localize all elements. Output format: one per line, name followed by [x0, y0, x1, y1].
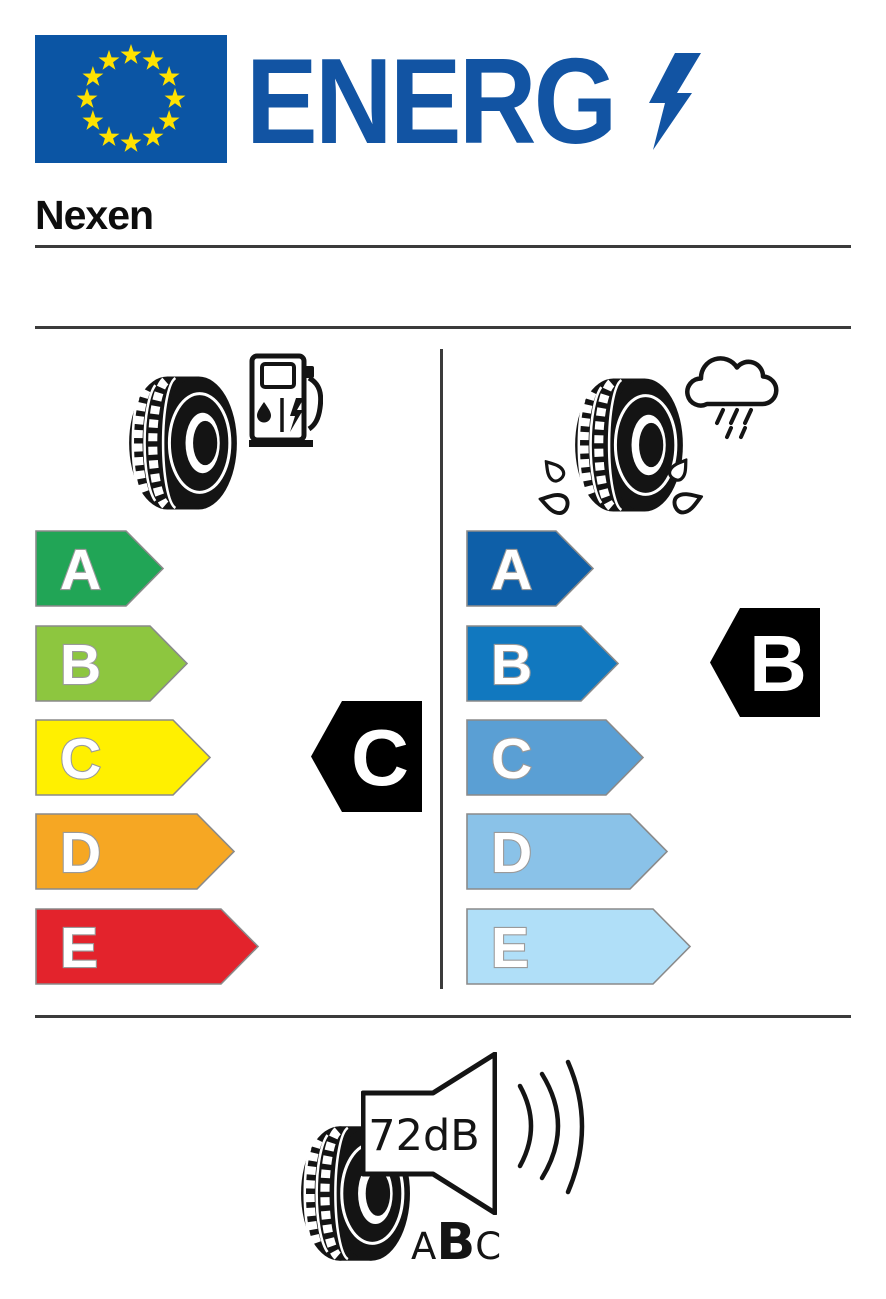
column-divider	[440, 349, 443, 989]
rating-arrow-letter: C	[491, 727, 533, 791]
rating-arrow-letter: A	[60, 538, 102, 602]
rating-arrow-letter: E	[491, 916, 530, 980]
sound-waves-icon	[510, 1056, 600, 1198]
rating-arrow-letter: D	[491, 821, 533, 885]
rating-arrow-letter: B	[60, 633, 102, 697]
separator-line	[35, 1015, 851, 1018]
noise-class-c: C	[475, 1225, 502, 1268]
rating-arrow-b	[35, 625, 189, 702]
rating-arrow-e	[35, 908, 260, 985]
fuel-tire-icon	[127, 374, 238, 512]
separator-line	[35, 245, 851, 248]
rating-arrow-d	[466, 813, 669, 890]
energ-logo-text: ENERG	[246, 33, 615, 169]
rating-arrow-c	[466, 719, 645, 796]
fuel-efficiency-rating-indicator	[311, 700, 423, 813]
rating-arrow-d	[35, 813, 236, 890]
wet-grip-rating-letter: B	[749, 619, 807, 708]
lightning-bolt-icon	[641, 53, 701, 151]
noise-class-a: A	[411, 1225, 437, 1268]
rating-arrow-letter: A	[491, 538, 533, 602]
wet-grip-rating-indicator	[710, 607, 821, 718]
rating-arrow-b	[466, 625, 620, 702]
rating-arrow-e	[466, 908, 692, 985]
speaker-icon	[361, 1052, 497, 1215]
wet-grip-scale	[466, 530, 706, 986]
rating-arrow-letter: B	[491, 633, 533, 697]
noise-class-scale	[411, 1213, 502, 1272]
fuel-efficiency-rating-letter: C	[351, 713, 409, 802]
noise-class-b: B	[436, 1213, 476, 1272]
separator-line	[35, 326, 851, 329]
rating-arrow-letter: E	[60, 916, 99, 980]
rating-arrow-c	[35, 719, 212, 796]
rain-cloud-icon	[681, 349, 779, 441]
noise-value: 72dB	[368, 1111, 480, 1161]
rating-arrow-letter: C	[60, 727, 102, 791]
fuel-pump-icon	[249, 353, 323, 452]
fuel-efficiency-scale	[35, 530, 275, 986]
brand-name: Nexen	[35, 192, 154, 238]
rating-arrow-letter: D	[60, 821, 102, 885]
rating-arrow-a	[35, 530, 165, 607]
water-splash-icon	[534, 483, 575, 523]
rating-arrow-a	[466, 530, 595, 607]
water-splash-icon	[535, 452, 573, 490]
eu-flag	[35, 35, 227, 163]
